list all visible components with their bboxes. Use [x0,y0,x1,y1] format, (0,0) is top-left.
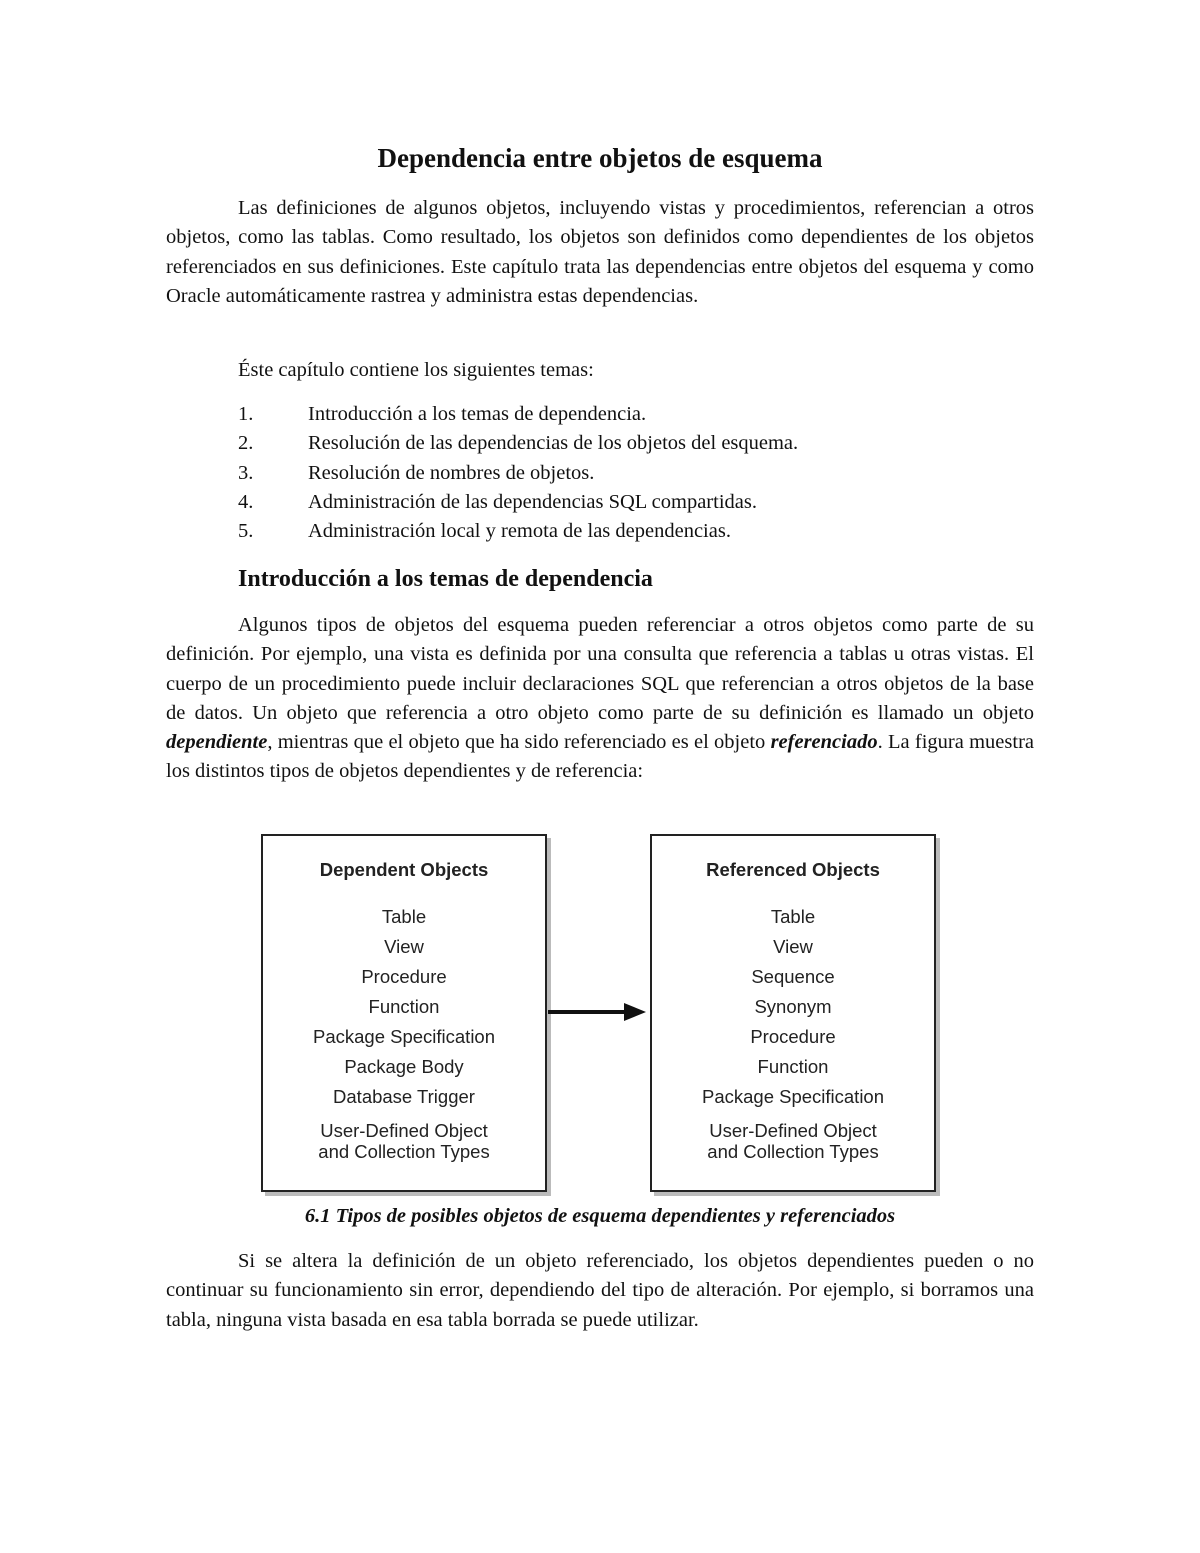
list-item: View [773,936,813,957]
section-heading: Introducción a los temas de dependencia [238,566,653,592]
list-number: 1. [238,403,254,425]
dependent-objects-list [263,902,545,1112]
list-item [238,488,1038,517]
list-item: Sequence [751,966,835,987]
list-text: Administración local y remota de las dependencias. [308,520,731,543]
list-item: Package Specification [312,1026,496,1047]
list-item [238,517,1038,546]
figure-caption: 6.1 Tipos de posibles objetos de esquema dependientes y referenciados [304,1205,896,1227]
arrow-icon [546,1000,650,1024]
udt-line-2: and Collection Types [318,1141,490,1162]
referenced-objects-box [650,834,936,1192]
list-text: Resolución de nombres de objetos. [308,461,595,484]
dependent-objects-title: Dependent Objects [319,859,489,880]
list-item: Procedure [750,1026,836,1047]
list-item: Table [770,906,816,927]
list-item: Procedure [361,966,447,987]
list-item: Synonym [754,996,832,1017]
section-text-b: , mientras que el objeto que ha sido referenciado es el objeto [267,731,771,754]
udt-line-2: and Collection Types [707,1141,879,1162]
list-item [238,400,1038,429]
dependency-figure [260,834,940,1198]
list-item [238,429,1038,458]
section-text-c: . La figura muestra los distintos tipos de objetos dependientes y de referencia: [166,731,1035,783]
topics-intro: Éste capítulo contiene los siguientes temas: [238,359,594,381]
term-referenced: referenciado [770,731,878,754]
list-text: Introducción a los temas de dependencia. [308,403,647,425]
list-text: Administración de las dependencias SQL compartidas. [308,490,757,513]
closing-paragraph: Si se altera la definición de un objeto referenciado, los objetos dependientes pueden o no continuar su funcionamiento sin error, dependiendo del tipo de alteración. Por ejemplo, si borramos una tabla, ninguna vista basada en esa tabla borrada se puede utilizar. [166,1250,1034,1331]
list-item: Package Specification [701,1086,885,1107]
list-item: Package Body [344,1056,464,1077]
list-text: Resolución de las dependencias de los objetos del esquema. [308,432,799,455]
list-item: Function [757,1056,829,1077]
list-number: 2. [238,432,254,455]
referenced-objects-list [652,902,934,1112]
section-text-a: Algunos tipos de objetos del esquema pueden referenciar a otros objetos como parte de su definición. Por ejemplo, una vista es definida por una consulta que referencia a tablas u otras vistas. El cuerpo de un procedimiento puede incluir declaraciones SQL que referencian a otros objetos de la base de datos. Un objeto que referencia a otro objeto como parte de su definición es llamado un objeto [166,614,1034,724]
page-title: Dependencia entre objetos de esquema [377,143,823,173]
list-number: 5. [238,520,254,543]
list-item: Database Trigger [333,1086,475,1107]
list-number: 4. [238,490,254,513]
list-item: Function [368,996,440,1017]
dependent-objects-box [261,834,547,1192]
dependent-objects-udt [263,1120,545,1162]
section-paragraph [166,611,1034,787]
list-item: View [384,936,424,957]
udt-line-1: User-Defined Object [320,1120,488,1141]
list-number: 3. [238,461,254,484]
term-dependent: dependiente [166,731,268,754]
topics-list [238,400,1038,546]
intro-paragraph: Las definiciones de algunos objetos, incluyendo vistas y procedimientos, referencian a otros objetos, como las tablas. Como resultado, los objetos son definidos como dependientes de los objetos referenciados en sus definiciones. Este capítulo trata las dependencias entre objetos del esquema y como Oracle automáticamente rastrea y administra estas dependencias. [166,197,1034,307]
referenced-objects-title: Referenced Objects [706,859,880,880]
list-item [238,459,1038,488]
referenced-objects-udt [652,1120,934,1162]
udt-line-1: User-Defined Object [709,1120,877,1141]
list-item: Table [381,906,427,927]
